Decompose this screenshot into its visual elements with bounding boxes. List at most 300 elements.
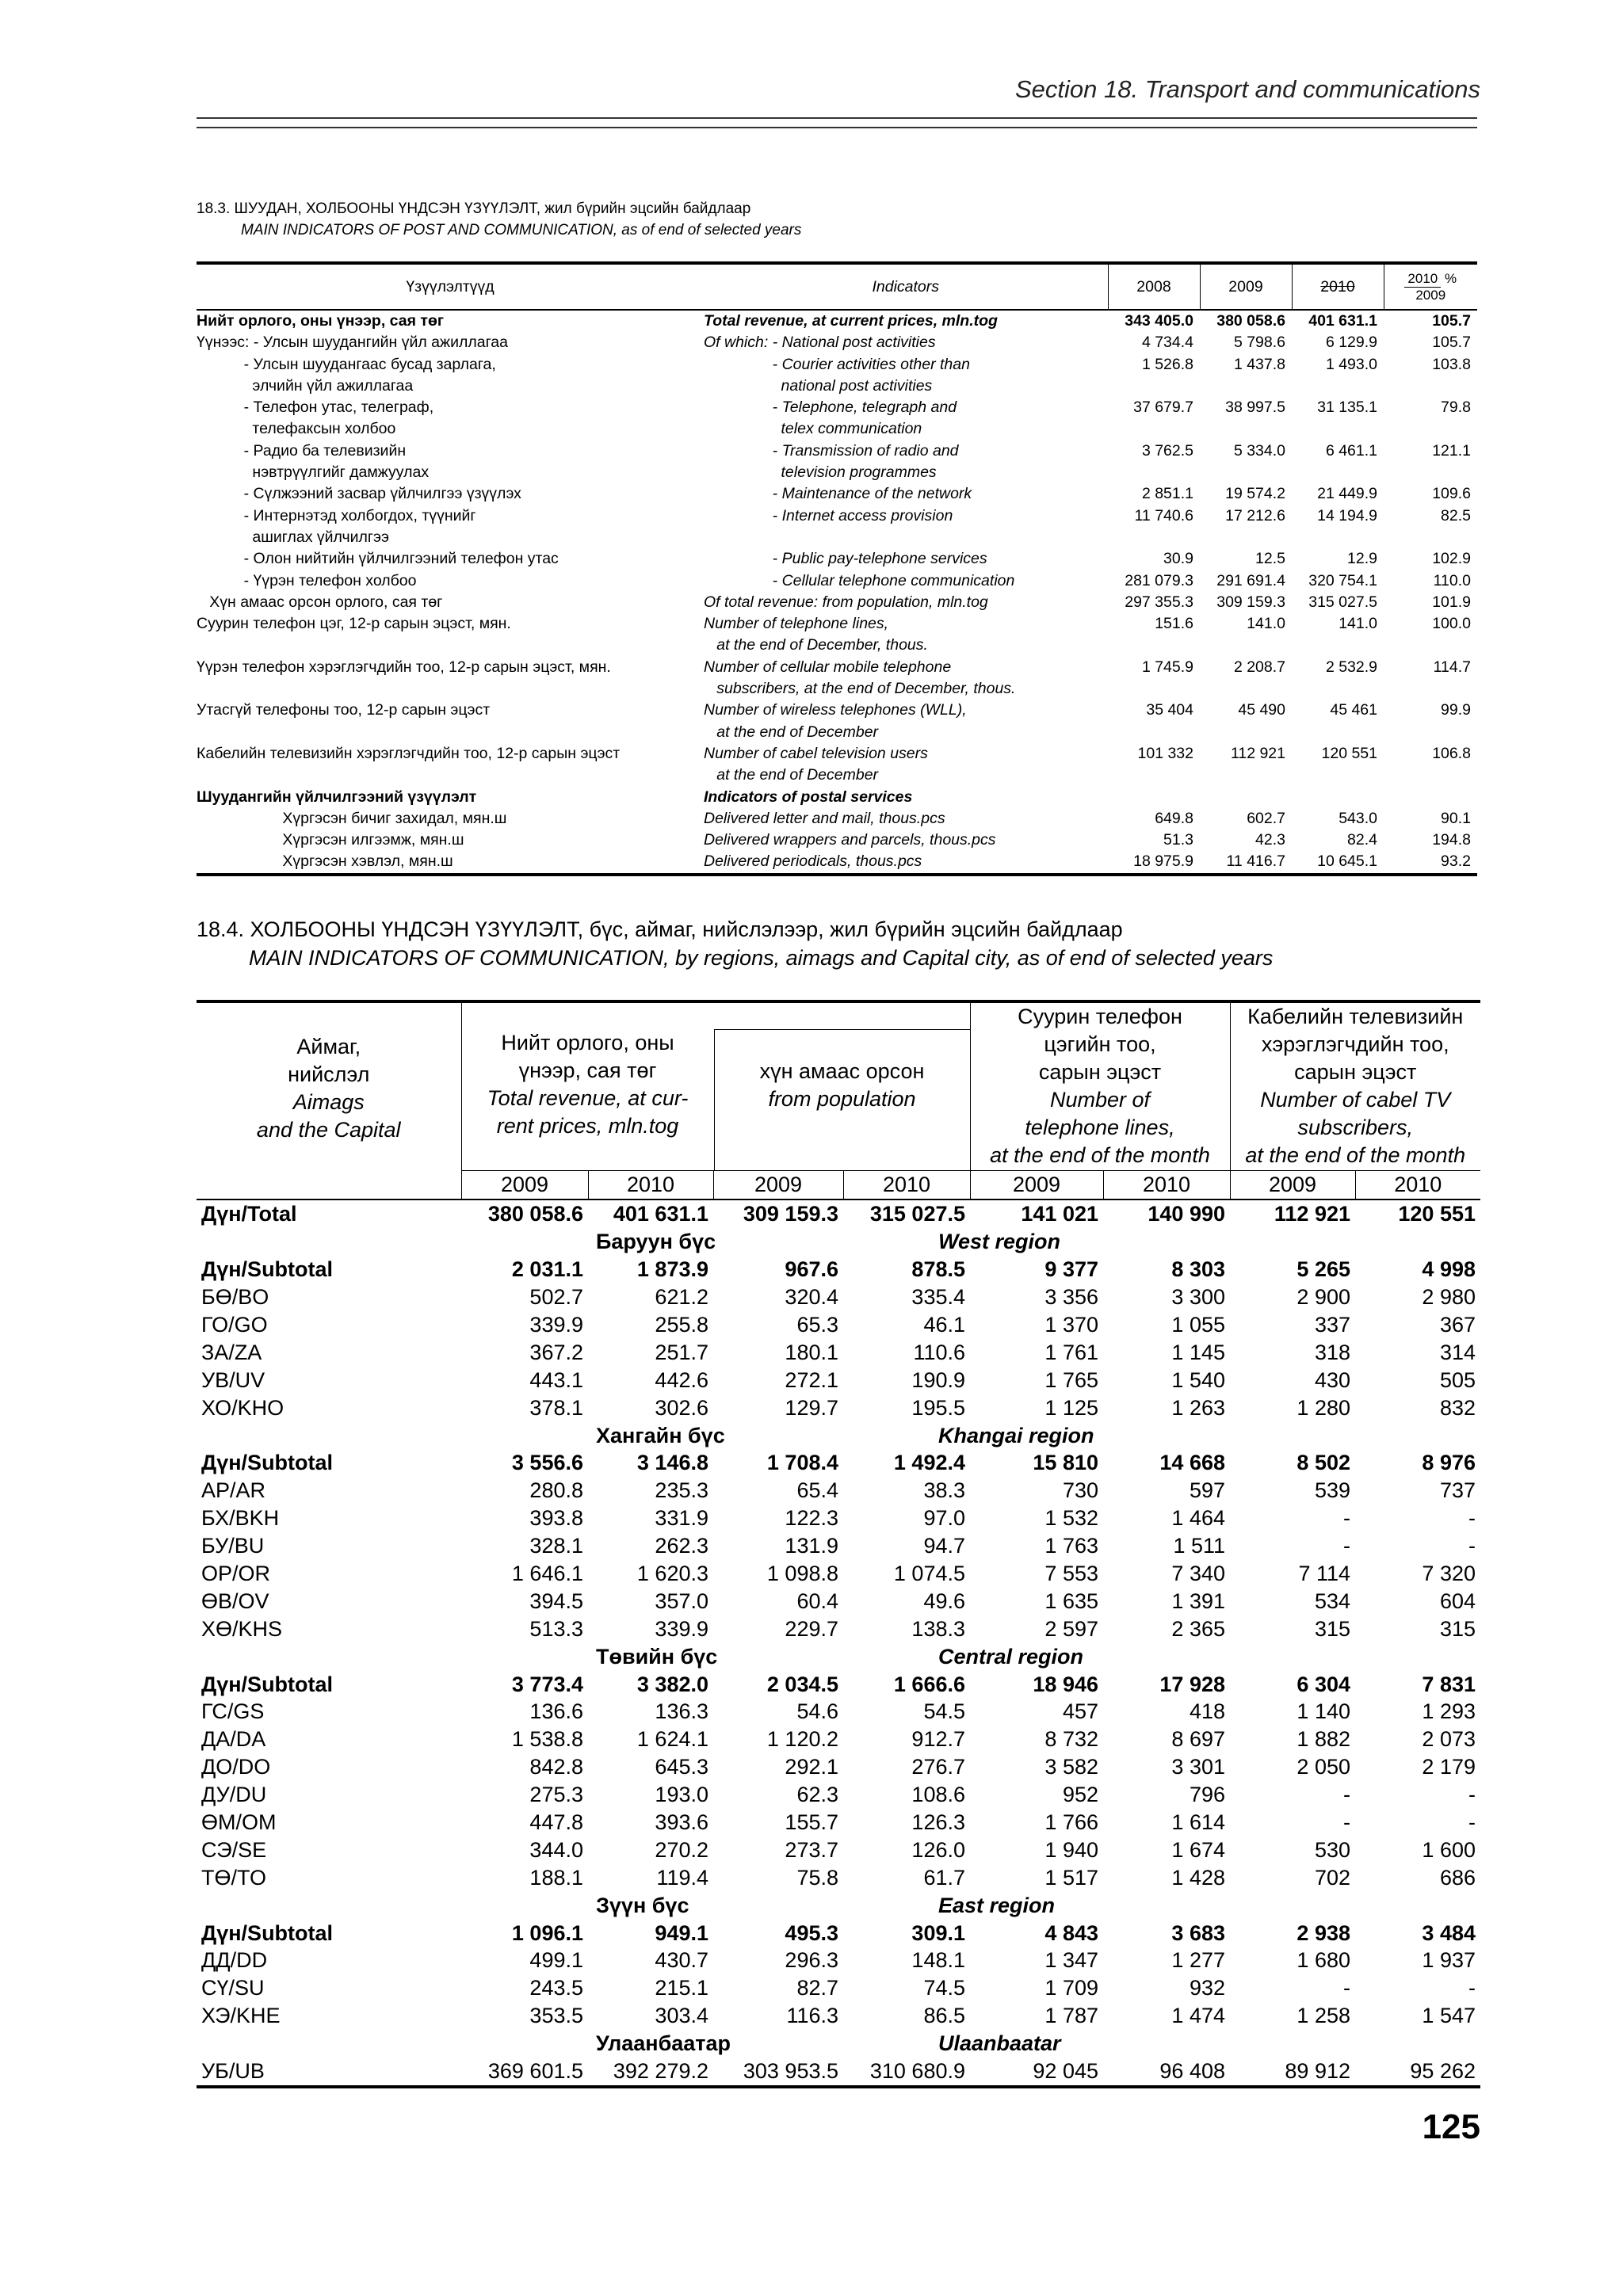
header-rule (197, 127, 1477, 128)
aimag-value: 138.3 (911, 1616, 965, 1641)
header-telephone-line: telephone lines, (1025, 1116, 1175, 1139)
aimag-value: 1 492.4 (893, 1451, 965, 1475)
row-label-en: at the end of December (704, 723, 879, 741)
row-value: 35 404 (1146, 701, 1193, 719)
row-value: 12.5 (1255, 550, 1285, 568)
aimag-value: 188.1 (529, 1865, 583, 1890)
header-year: 2010 (1355, 1171, 1480, 1200)
row-value: 5 334.0 (1233, 441, 1285, 460)
aimag-value: 1 280 (1296, 1395, 1350, 1420)
region-name-mn: Төвийн бүс (596, 1644, 718, 1669)
table1-row (197, 462, 1477, 483)
aimag-name: ДУ/DU (201, 1783, 267, 1807)
aimag-value: 686 (1439, 1865, 1476, 1890)
aimag-value: 2 073 (1422, 1727, 1476, 1752)
row-value (1292, 527, 1384, 548)
row-value: 37 679.7 (1133, 399, 1193, 417)
row-value: 1 526.8 (1141, 355, 1193, 373)
row-value (1200, 678, 1292, 700)
table2-title-mn: 18.4. ХОЛБООНЫ ҮНДСЭН ҮЗҮҮЛЭЛТ, бүс, аймаг, нийслэлээр, жил бүрийн эцсийн байдлаар (197, 917, 1123, 941)
aimag-name: Дүн/Subtotal (201, 1672, 334, 1696)
aimag-value: - (1343, 1976, 1350, 2000)
aimag-row (197, 1338, 1480, 1366)
aimag-value: 89 912 (1230, 2058, 1355, 2087)
aimag-value: 3 300 (1171, 1285, 1225, 1310)
aimag-value: - (1343, 1810, 1350, 1835)
header-indicators-mn: Үзүүлэлтүүд (197, 263, 704, 310)
aimag-value: 229.7 (785, 1616, 838, 1641)
aimag-value: 457 (1062, 1699, 1098, 1724)
aimag-value: 604 (1439, 1589, 1476, 1613)
aimag-value: 17 928 (1159, 1672, 1225, 1696)
table1-row (197, 851, 1477, 874)
table1 (197, 261, 1477, 876)
row-value (1200, 418, 1292, 440)
aimag-value: 1 882 (1296, 1727, 1350, 1752)
aimag-value: 1 098.8 (766, 1562, 838, 1586)
row-value: 14 194.9 (1317, 506, 1377, 524)
aimag-row (197, 1836, 1480, 1863)
row-label-mn: Хүргэсэн бичиг захидал, мян.ш (197, 809, 507, 827)
aimag-name: БУ/BU (201, 1534, 265, 1558)
aimag-value: 645.3 (655, 1755, 708, 1779)
aimag-value: - (1343, 1783, 1350, 1807)
aimag-value: 1 120.2 (766, 1727, 838, 1752)
region-name-mn: Зүүн бүс (596, 1893, 689, 1917)
aimag-value: 74.5 (923, 1976, 965, 2000)
aimag-name: ХӨ/KHS (201, 1616, 283, 1641)
table1-row (197, 722, 1477, 743)
aimag-value: 495.3 (785, 1920, 838, 1945)
aimag-value: 952 (1062, 1783, 1098, 1807)
aimag-value: 2 597 (1044, 1616, 1098, 1641)
row-value: 17 212.6 (1225, 506, 1285, 524)
table1-row (197, 787, 1477, 808)
row-value: 291 691.4 (1216, 571, 1285, 589)
table1-header-row (197, 263, 1477, 310)
header-aimag-line: Аймаг, (296, 1035, 361, 1058)
aimag-value: - (1468, 1506, 1476, 1531)
subtotal-row (197, 1256, 1480, 1283)
row-label-mn: Шуудангийн үйлчилгээний үзүүлэлт (197, 788, 477, 806)
aimag-value: 131.9 (785, 1534, 838, 1558)
row-value: 120 551 (1321, 744, 1377, 762)
table1-row (197, 548, 1477, 570)
row-value: 649.8 (1155, 809, 1193, 827)
row-value: 3 762.5 (1141, 441, 1193, 460)
aimag-value: 4 843 (1044, 1920, 1098, 1945)
aimag-value: 7 340 (1171, 1562, 1225, 1586)
aimag-value: 394.5 (529, 1589, 583, 1613)
row-value: 194.8 (1432, 831, 1471, 849)
row-label-en: Of total revenue: from population, mln.tog (704, 593, 988, 611)
row-value: 1 437.8 (1233, 355, 1285, 373)
row-value: 1 493.0 (1325, 355, 1377, 373)
aimag-value: 3 301 (1171, 1755, 1225, 1779)
aimag-value: 339.9 (529, 1313, 583, 1337)
row-value: 297 355.3 (1125, 593, 1193, 611)
aimag-row (197, 2058, 1480, 2087)
aimag-value: 251.7 (655, 1340, 708, 1364)
aimag-value: 15 810 (1033, 1451, 1098, 1475)
row-value: 101.9 (1432, 593, 1471, 611)
row-value: 45 461 (1330, 701, 1377, 719)
aimag-value: - (1343, 1506, 1350, 1531)
aimag-value: 1 873.9 (636, 1257, 708, 1282)
row-value: 2 208.7 (1233, 658, 1285, 676)
header-revenue-line: rent prices, mln.tog (496, 1114, 679, 1138)
row-value: 602.7 (1247, 809, 1285, 827)
header-year-2008: 2008 (1108, 263, 1200, 310)
header-revenue (462, 1029, 714, 1170)
aimag-value: 1 140 (1296, 1699, 1350, 1724)
row-value: 281 079.3 (1125, 571, 1193, 589)
aimag-value: 180.1 (785, 1340, 838, 1364)
aimag-value: 380 058.6 (487, 1202, 583, 1226)
row-value: 141.0 (1247, 615, 1285, 633)
row-value (1108, 787, 1200, 808)
row-value (1108, 678, 1200, 700)
region-header-row (197, 2030, 1480, 2058)
aimag-value: 1 096.1 (511, 1920, 583, 1945)
aimag-value: 1 600 (1422, 1837, 1476, 1862)
aimag-value: 1 765 (1044, 1367, 1098, 1392)
aimag-row (197, 1726, 1480, 1753)
aimag-value: 392 279.2 (588, 2058, 713, 2087)
header-cable-line: хэрэглэгчдийн тоо, (1261, 1032, 1449, 1056)
row-value: 6 129.9 (1325, 334, 1377, 352)
row-value: 11 416.7 (1200, 851, 1292, 874)
row-value (1292, 462, 1384, 483)
aimag-value: 513.3 (529, 1616, 583, 1641)
header-year: 2009 (461, 1171, 588, 1200)
header-year: 2010 (1103, 1171, 1230, 1200)
header-revenue-line: Total revenue, at cur- (487, 1086, 689, 1110)
aimag-value: 1 708.4 (766, 1451, 838, 1475)
aimag-value: 344.0 (529, 1837, 583, 1862)
aimag-value: 2 034.5 (766, 1672, 838, 1696)
aimag-value: 82.7 (796, 1976, 838, 2000)
aimag-value: 328.1 (529, 1534, 583, 1558)
aimag-value: 1 674 (1171, 1837, 1225, 1862)
aimag-value: 126.3 (911, 1810, 965, 1835)
aimag-name: ТӨ/TO (201, 1865, 267, 1890)
region-name-en: East region (938, 1893, 1056, 1917)
aimag-value: 967.6 (785, 1257, 838, 1282)
header-year: 2009 (1230, 1171, 1355, 1200)
aimag-value: 60.4 (796, 1589, 838, 1613)
row-value (1108, 527, 1200, 548)
aimag-name: Дүн/Subtotal (201, 1257, 334, 1282)
aimag-name: ӨВ/OV (201, 1589, 269, 1613)
aimag-value: 92 045 (970, 2058, 1103, 2087)
row-value: 101 332 (1137, 744, 1193, 762)
row-value: 5 798.6 (1233, 334, 1285, 352)
aimag-value: 38.3 (923, 1478, 965, 1503)
aimag-value: 155.7 (785, 1810, 838, 1835)
aimag-name: ДО/DO (201, 1755, 271, 1779)
row-value: 112 921 (1230, 744, 1285, 762)
aimag-name: Дүн/Subtotal (201, 1451, 334, 1475)
table1-title-en: MAIN INDICATORS OF POST AND COMMUNICATION, as of end of selected years (241, 222, 802, 238)
row-value: 79.8 (1441, 399, 1471, 417)
region-header-row (197, 1891, 1480, 1919)
aimag-value: 8 976 (1422, 1451, 1476, 1475)
page-number: 125 (1422, 2107, 1480, 2146)
table2 (197, 1000, 1480, 2088)
aimag-value: 1 464 (1171, 1506, 1225, 1531)
aimag-value: 1 428 (1171, 1865, 1225, 1890)
aimag-row (197, 1394, 1480, 1421)
aimag-value: 5 265 (1296, 1257, 1350, 1282)
row-value (1384, 635, 1477, 656)
aimag-value: 120 551 (1398, 1202, 1476, 1226)
aimag-value: 443.1 (529, 1367, 583, 1392)
aimag-name: УБ/UB (197, 2058, 461, 2087)
region-name-en: Ulaanbaatar (938, 2031, 1061, 2056)
row-label-mn: Хүргэсэн илгээмж, мян.ш (197, 831, 464, 849)
aimag-value: 796 (1189, 1783, 1225, 1807)
aimag-value: 108.6 (911, 1783, 965, 1807)
row-label-mn: - Сүлжээний засвар үйлчилгээ үзүүлэх (197, 485, 521, 503)
region-header-row (197, 1642, 1480, 1670)
row-value (1384, 462, 1477, 483)
row-label-mn: - Интернэтэд холбогдох, түүнийг (197, 506, 476, 524)
header-aimag-line: and the Capital (256, 1118, 401, 1142)
row-value: 105.7 (1432, 312, 1471, 330)
aimag-value: - (1343, 1534, 1350, 1558)
aimag-value: 116.3 (786, 2004, 838, 2028)
aimag-value: 1 937 (1422, 1948, 1476, 1973)
table1-row (197, 483, 1477, 505)
row-label-en: Number of cellular mobile telephone (704, 658, 952, 676)
aimag-value: 393.8 (529, 1506, 583, 1531)
aimag-value: 3 356 (1044, 1285, 1098, 1310)
aimag-value: 369 601.5 (461, 2058, 588, 2087)
row-label-mn: Утасгүй телефоны тоо, 12-р сарын эцэст (197, 701, 491, 719)
table1-row (197, 613, 1477, 635)
aimag-value: 61.7 (923, 1865, 965, 1890)
aimag-value: 86.5 (923, 2004, 965, 2028)
row-value: 4 734.4 (1141, 334, 1193, 352)
aimag-value: 141 021 (1021, 1202, 1098, 1226)
row-label-en: Number of telephone lines, (704, 615, 889, 633)
aimag-value: 14 668 (1159, 1451, 1225, 1475)
section-header: Section 18. Transport and communications (1014, 75, 1480, 103)
aimag-value: 302.6 (655, 1395, 708, 1420)
aimag-value: 1 125 (1044, 1395, 1098, 1420)
header-cable (1230, 1001, 1480, 1171)
header-telephone-line: сарын эцэст (1038, 1060, 1162, 1084)
row-value: 82.5 (1441, 506, 1471, 524)
header-revenue-group (461, 1001, 970, 1171)
aimag-value: 430.7 (655, 1948, 708, 1973)
aimag-value: 1 511 (1173, 1534, 1225, 1558)
aimag-value: 303 953.5 (713, 2058, 843, 2087)
aimag-value: 320.4 (785, 1285, 838, 1310)
row-label-en: - Cellular telephone communication (704, 571, 1015, 589)
aimag-value: 2 938 (1296, 1920, 1350, 1945)
aimag-name: Дүн/Total (201, 1202, 297, 1226)
row-value (1200, 462, 1292, 483)
aimag-value: 1 680 (1296, 1948, 1350, 1973)
aimag-name: ОР/OR (201, 1562, 271, 1586)
region-header-row (197, 1421, 1480, 1449)
aimag-value: 1 766 (1044, 1810, 1098, 1835)
row-value: 38 997.5 (1225, 399, 1285, 417)
aimag-value: 54.5 (923, 1699, 965, 1724)
header-year: 2010 (843, 1171, 970, 1200)
row-value: 105.7 (1432, 334, 1471, 352)
aimag-value: 235.3 (655, 1478, 708, 1503)
row-value: 90.1 (1441, 809, 1471, 827)
row-value: 543.0 (1338, 809, 1377, 827)
aimag-name: СЭ/SE (201, 1837, 267, 1862)
aimag-value: 148.1 (911, 1948, 965, 1973)
aimag-row (197, 1615, 1480, 1642)
aimag-value: 62.3 (796, 1783, 838, 1807)
row-value (1384, 678, 1477, 700)
aimag-value: 122.3 (785, 1506, 838, 1531)
aimag-value: 94.7 (923, 1534, 965, 1558)
aimag-name: ДД/DD (201, 1948, 268, 1973)
aimag-value: 357.0 (655, 1589, 708, 1613)
aimag-value: 296.3 (785, 1948, 838, 1973)
aimag-value: 430 (1314, 1367, 1350, 1392)
aimag-value: 243.5 (529, 1976, 583, 2000)
aimag-value: 1 347 (1044, 1948, 1098, 1973)
header-cable-line: at the end of the month (1245, 1143, 1466, 1167)
aimag-value: 1 709 (1044, 1976, 1098, 2000)
row-value: 103.8 (1432, 355, 1471, 373)
header-aimag (197, 1001, 461, 1171)
aimag-value: 95 262 (1355, 2058, 1480, 2087)
row-value: 106.8 (1432, 744, 1471, 762)
row-label-en: Delivered periodicals, thous.pcs (704, 851, 1108, 874)
aimag-value: 110.6 (913, 1340, 965, 1364)
row-label-mn: - Улсын шуудангаас бусад зарлага, (197, 355, 496, 373)
row-label-mn: телефаксын холбоо (197, 420, 396, 438)
aimag-value: 309.1 (911, 1920, 965, 1945)
aimag-value: 1 055 (1171, 1313, 1225, 1337)
row-label-en: Of which: - National post activities (704, 334, 936, 352)
header-revenue-line: Нийт орлого, оны (501, 1031, 674, 1055)
aimag-row (197, 1587, 1480, 1615)
row-value: 11 740.6 (1134, 506, 1193, 524)
aimag-value: 730 (1062, 1478, 1098, 1503)
row-label-en: Number of wireless telephones (WLL), (704, 701, 967, 719)
row-value (1384, 527, 1477, 548)
aimag-name: ХО/KHO (201, 1395, 285, 1420)
aimag-value: 702 (1314, 1865, 1350, 1890)
aimag-value: 832 (1439, 1395, 1476, 1420)
header-rule (197, 117, 1477, 119)
aimag-row (197, 1863, 1480, 1891)
aimag-value: 418 (1189, 1699, 1225, 1724)
aimag-value: 1 517 (1044, 1865, 1098, 1890)
aimag-row (197, 1974, 1480, 2002)
aimag-value: 318 (1314, 1340, 1350, 1364)
aimag-row (197, 1698, 1480, 1726)
aimag-row (197, 1477, 1480, 1505)
row-value: 141.0 (1338, 615, 1377, 633)
aimag-value: - (1468, 1976, 1476, 2000)
row-value (1200, 787, 1292, 808)
aimag-value: 54.6 (796, 1699, 838, 1724)
row-value: 151.6 (1155, 615, 1193, 633)
aimag-row (197, 1505, 1480, 1532)
aimag-value: 2 365 (1171, 1616, 1225, 1641)
row-label-en: at the end of December (704, 766, 879, 784)
aimag-value: 129.7 (785, 1395, 838, 1420)
aimag-row (197, 1947, 1480, 1974)
aimag-value: 367.2 (529, 1340, 583, 1364)
row-value (1384, 418, 1477, 440)
row-label-en: national post activities (704, 376, 933, 395)
header-cable-line: subscribers, (1297, 1116, 1414, 1139)
row-label-en: - Maintenance of the network (704, 485, 972, 503)
row-value: 12.9 (1347, 550, 1377, 568)
aimag-value: 3 582 (1044, 1755, 1098, 1779)
row-label-mn: Хүргэсэн хэвлэл, мян.ш (197, 851, 704, 874)
row-label-en: subscribers, at the end of December, thous. (704, 680, 1016, 698)
row-label-en: television programmes (704, 463, 937, 482)
aimag-value: 272.1 (785, 1367, 838, 1392)
aimag-value: 335.4 (911, 1285, 965, 1310)
header-revenue-line: үнээр, сая төг (518, 1058, 657, 1082)
table1-row (197, 570, 1477, 592)
row-value: 18 975.9 (1108, 851, 1200, 874)
aimag-value: 112 921 (1274, 1202, 1350, 1226)
row-value: 93.2 (1384, 851, 1477, 874)
aimag-value: 1 391 (1171, 1589, 1225, 1613)
row-label-mn: Үүнээс: - Улсын шуудангийн үйл ажиллагаа (197, 334, 508, 352)
aimag-value: 315 027.5 (869, 1202, 965, 1226)
aimag-row (197, 2002, 1480, 2030)
table1-row (197, 505, 1477, 527)
row-value (1292, 376, 1384, 397)
header-percent (1384, 263, 1477, 310)
header-population (714, 1029, 970, 1170)
aimag-name: БӨ/BO (201, 1285, 269, 1310)
region-name-en: Central region (938, 1644, 1084, 1669)
row-value (1108, 376, 1200, 397)
region-header-row (197, 1228, 1480, 1256)
row-value: 320 754.1 (1308, 571, 1377, 589)
table1-row (197, 830, 1477, 851)
row-value: 380 058.6 (1216, 312, 1285, 330)
aimag-value: 3 556.6 (511, 1451, 583, 1475)
row-value: 51.3 (1163, 831, 1193, 849)
aimag-value: 1 293 (1422, 1699, 1476, 1724)
aimag-value: 505 (1439, 1367, 1476, 1392)
aimag-value: 1 635 (1044, 1589, 1098, 1613)
aimag-value: 331.9 (655, 1506, 708, 1531)
header-pct-top: 2010 (1404, 271, 1441, 288)
aimag-value: 8 697 (1171, 1727, 1225, 1752)
aimag-name: ГС/GS (201, 1699, 265, 1724)
aimag-value: 367 (1439, 1313, 1476, 1337)
aimag-value: 1 540 (1171, 1367, 1225, 1392)
row-label-en: Delivered wrappers and parcels, thous.pcs (704, 831, 996, 849)
row-value: 315 027.5 (1308, 593, 1377, 611)
row-value: 42.3 (1255, 831, 1285, 849)
row-value: 109.6 (1432, 485, 1471, 503)
header-population-line: хүн амаас орсон (759, 1059, 925, 1083)
aimag-value: 7 553 (1044, 1562, 1098, 1586)
aimag-row (197, 1532, 1480, 1560)
aimag-value: - (1468, 1810, 1476, 1835)
